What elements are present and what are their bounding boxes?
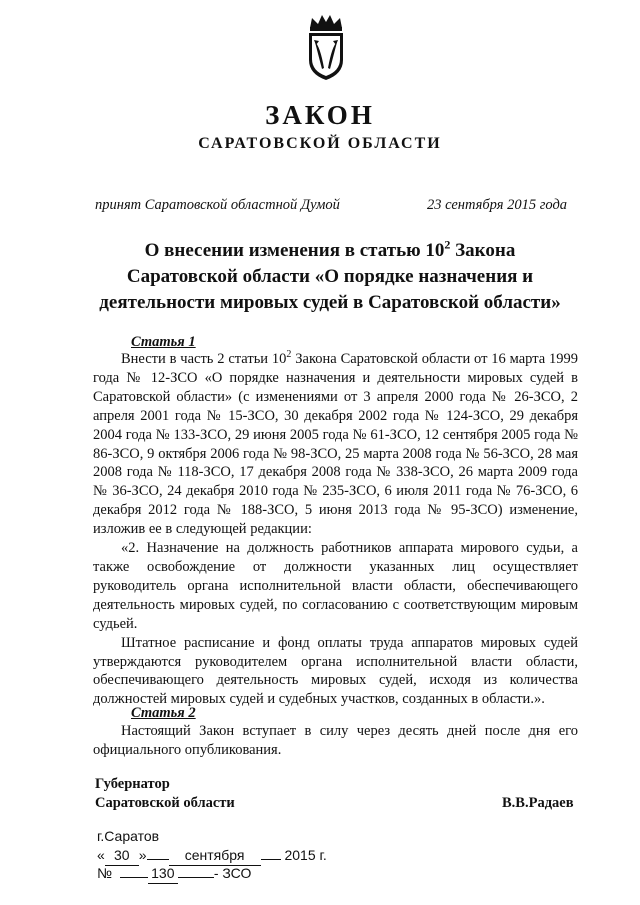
signature-role-line2: Саратовской области bbox=[95, 795, 235, 811]
law-title bbox=[60, 238, 600, 316]
article-1-superscript: 2 bbox=[286, 349, 292, 361]
footer-date bbox=[97, 846, 327, 866]
article-1-text-a: Внести в часть 2 статьи 10 bbox=[121, 351, 287, 367]
document-title: ЗАКОН bbox=[265, 100, 375, 130]
document-subtitle: САРАТОВСКОЙ ОБЛАСТИ bbox=[198, 135, 442, 152]
article-1-heading: Статья 1 bbox=[131, 334, 196, 350]
footer-number-value: 130 bbox=[148, 864, 178, 884]
footer-year: 2015 г. bbox=[284, 847, 327, 863]
article-2-paragraph-1: Настоящий Закон вступает в силу через десять дней после дня его официального опубликования. bbox=[93, 723, 578, 758]
law-title-line1-end: Закона bbox=[450, 240, 516, 261]
signature-role-line1: Губернатор bbox=[95, 776, 170, 792]
footer-number bbox=[97, 864, 251, 884]
article-1-paragraph-3: Штатное расписание и фонд оплаты труда аппаратов мировых судей утверждаются руководителем органа исполнительной власти области, обеспечивающего деятельность мировых судей, исходя из количества должностей мировых судей и судебных участков, созданных в области.». bbox=[93, 634, 578, 708]
signature-role bbox=[95, 775, 235, 813]
law-title-line3: деятельности мировых судей в Саратовской области» bbox=[99, 292, 561, 313]
footer-city: г.Саратов bbox=[97, 828, 160, 844]
article-1-paragraph-1 bbox=[93, 350, 578, 539]
law-title-line2: Саратовской области «О порядке назначения и bbox=[126, 266, 534, 287]
footer-quote-close: » bbox=[138, 847, 147, 863]
saratov-coat-of-arms-emblem bbox=[300, 12, 352, 82]
law-title-superscript: 2 bbox=[444, 237, 451, 252]
article-1-text-b: Закона Саратовской области от 16 марта 1999 года № 12-ЗСО «О порядке назначения и деятельности мировых судей в Саратовской области» (с изменениями от 3 апреля 2000 года № 26-ЗСО, 2 апреля 2001 года № 15-ЗСО, 30 декабря 2002 года № 124-ЗСО, 29 декабря 2004 года № 133-ЗСО, 29 июня 2005 года № 61-ЗСО, 12 сентября 2005 года № 86-ЗСО, 9 октября 2006 года № 98-ЗСО, 25 марта 2008 года № 56-ЗСО, 28 мая 2008 года № 118-ЗСО, 17 декабря 2008 года № 338-ЗСО, 26 марта 2009 года № 36-ЗСО, 24 декабря 2010 года № 235-ЗСО, 6 июля 2011 года № 76-ЗСО, 6 декабря 2012 года № 188-ЗСО, 5 июня 2013 года № 95-ЗСО) изменение, изложив ее в следующей редакции: bbox=[93, 351, 578, 538]
adopted-date: 23 сентября 2015 года bbox=[427, 197, 568, 213]
article-2-heading: Статья 2 bbox=[131, 705, 196, 721]
adopted-by: принят Саратовской областной Думой bbox=[95, 197, 340, 213]
article-1-paragraph-2: «2. Назначение на должность работников аппарата мирового судьи, а также освобождение от должности указанных лиц осуществляет руководитель органа исполнительной власти области, обеспечивающего деятельность мировых судей, по согласованию с соответствующим мировым судьей. bbox=[93, 540, 578, 632]
footer-quote-open: « bbox=[97, 847, 105, 863]
footer-day: 30 bbox=[105, 846, 139, 866]
article-2-body bbox=[93, 722, 578, 760]
article-1-body bbox=[93, 350, 578, 709]
footer-number-suffix: - ЗСО bbox=[213, 865, 252, 881]
footer-month: сентября bbox=[169, 846, 261, 866]
law-title-line1: О внесении изменения в статью 10 bbox=[144, 240, 445, 261]
signature-name: В.В.Радаев bbox=[502, 795, 574, 811]
footer-number-sign: № bbox=[97, 865, 113, 881]
